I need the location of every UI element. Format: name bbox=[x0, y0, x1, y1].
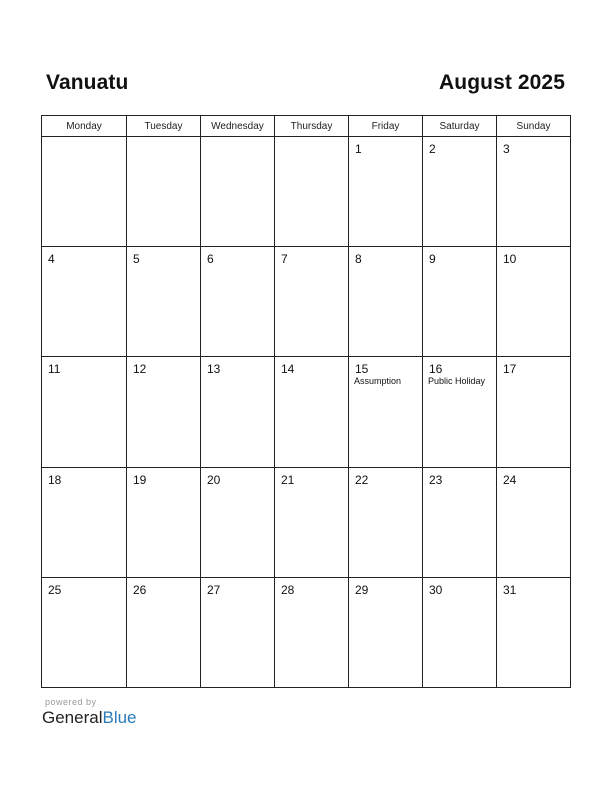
day-number: 29 bbox=[355, 582, 369, 597]
day-cell bbox=[497, 357, 571, 467]
day-cell bbox=[201, 357, 275, 467]
day-cell bbox=[423, 137, 497, 247]
day-number: 21 bbox=[281, 472, 295, 487]
day-cell bbox=[497, 467, 571, 577]
generalblue-logo[interactable] bbox=[42, 708, 137, 728]
holiday-label: Public Holiday bbox=[428, 376, 486, 387]
day-cell bbox=[497, 137, 571, 247]
weekday-header: Tuesday bbox=[127, 116, 201, 137]
day-cell bbox=[42, 467, 127, 577]
day-number: 26 bbox=[133, 582, 147, 597]
day-number: 14 bbox=[281, 362, 295, 377]
day-cell bbox=[275, 357, 349, 467]
weekday-header-row bbox=[42, 116, 571, 137]
brand-general-text: General bbox=[42, 708, 103, 727]
weekday-header: Monday bbox=[42, 116, 127, 137]
day-number: 9 bbox=[429, 252, 436, 267]
day-number: 16 bbox=[429, 362, 443, 377]
day-cell bbox=[349, 467, 423, 577]
day-number: 18 bbox=[48, 472, 62, 487]
week-row bbox=[42, 247, 571, 357]
day-number: 17 bbox=[503, 362, 517, 377]
weekday-header: Saturday bbox=[423, 116, 497, 137]
weekday-header: Wednesday bbox=[201, 116, 275, 137]
day-cell bbox=[201, 247, 275, 357]
country-title: Vanuatu bbox=[46, 71, 129, 94]
weekday-header: Thursday bbox=[275, 116, 349, 137]
day-cell bbox=[201, 137, 275, 247]
day-number: 30 bbox=[429, 582, 443, 597]
day-number: 23 bbox=[429, 472, 443, 487]
day-number: 27 bbox=[207, 582, 221, 597]
day-number: 7 bbox=[281, 252, 288, 267]
day-cell bbox=[349, 137, 423, 247]
day-cell bbox=[42, 357, 127, 467]
holiday-label: Assumption bbox=[354, 376, 402, 387]
day-cell bbox=[275, 467, 349, 577]
day-cell bbox=[42, 137, 127, 247]
day-cell bbox=[275, 577, 349, 687]
day-number: 25 bbox=[48, 582, 62, 597]
day-number: 15 bbox=[355, 362, 369, 377]
day-cell bbox=[497, 577, 571, 687]
day-cell bbox=[127, 247, 201, 357]
day-number: 4 bbox=[48, 252, 55, 267]
day-number: 20 bbox=[207, 472, 221, 487]
day-cell bbox=[349, 247, 423, 357]
week-row bbox=[42, 577, 571, 687]
day-number: 5 bbox=[133, 252, 140, 267]
day-number: 28 bbox=[281, 582, 295, 597]
day-number: 6 bbox=[207, 252, 214, 267]
day-cell bbox=[423, 467, 497, 577]
weekday-header: Sunday bbox=[497, 116, 571, 137]
week-row bbox=[42, 137, 571, 247]
day-cell bbox=[423, 357, 497, 467]
day-number: 31 bbox=[503, 582, 517, 597]
day-cell bbox=[127, 577, 201, 687]
day-cell bbox=[42, 577, 127, 687]
day-number: 10 bbox=[503, 252, 517, 267]
day-number: 1 bbox=[355, 142, 362, 156]
day-number: 11 bbox=[48, 362, 61, 377]
day-cell bbox=[497, 247, 571, 357]
week-row bbox=[42, 357, 571, 467]
day-cell bbox=[127, 467, 201, 577]
day-cell bbox=[201, 467, 275, 577]
day-number: 13 bbox=[207, 362, 221, 377]
day-number: 2 bbox=[429, 142, 436, 156]
day-number: 8 bbox=[355, 252, 362, 267]
day-cell bbox=[275, 137, 349, 247]
day-number: 19 bbox=[133, 472, 147, 487]
day-number: 12 bbox=[133, 362, 147, 377]
day-number: 3 bbox=[503, 142, 510, 156]
month-title: August 2025 bbox=[439, 71, 565, 94]
day-cell bbox=[423, 577, 497, 687]
day-cell bbox=[42, 247, 127, 357]
week-row bbox=[42, 467, 571, 577]
brand-blue-text: Blue bbox=[102, 708, 137, 727]
day-cell bbox=[127, 357, 201, 467]
day-cell bbox=[423, 247, 497, 357]
powered-by-text: powered by bbox=[45, 697, 97, 707]
day-cell bbox=[127, 137, 201, 247]
day-cell bbox=[201, 577, 275, 687]
day-number: 22 bbox=[355, 472, 369, 487]
day-cell bbox=[349, 577, 423, 687]
weekday-header: Friday bbox=[349, 116, 423, 137]
day-cell bbox=[349, 357, 423, 467]
day-cell bbox=[275, 247, 349, 357]
calendar-grid bbox=[41, 115, 571, 688]
day-number: 24 bbox=[503, 472, 517, 487]
